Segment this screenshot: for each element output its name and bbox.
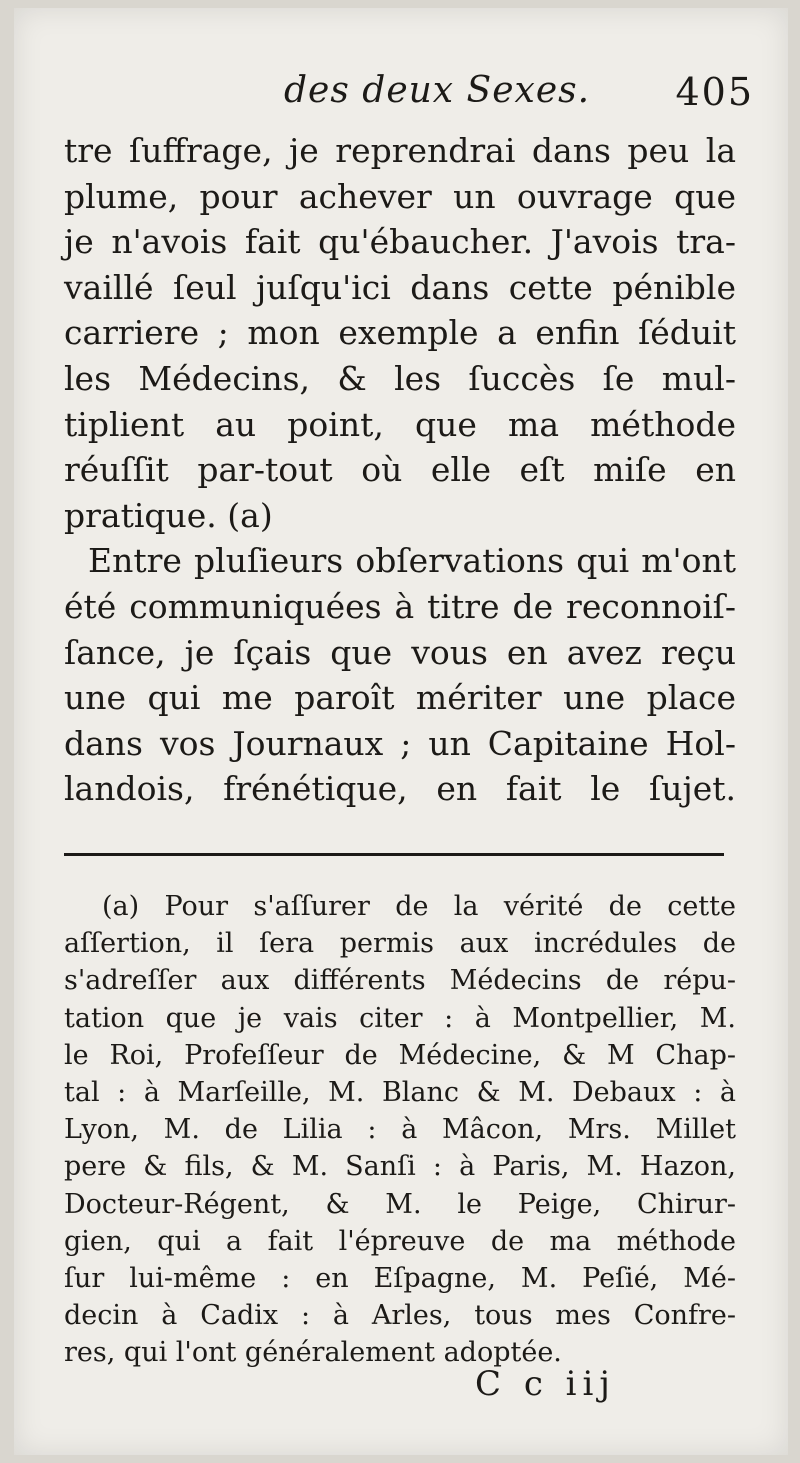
- footnote-line: (a) Pour s'aſſurer de la vérité de cette: [102, 891, 736, 922]
- footnote: [64, 888, 736, 1371]
- page-header: [284, 70, 754, 130]
- text-line: les Médecins, & les ſuccès ſe mul-: [64, 358, 736, 398]
- text-line: été communiquées à titre de reconnoiſ-: [64, 586, 736, 626]
- text-line: réuſſit par-tout où elle eſt miſe en: [64, 450, 736, 490]
- footnote-line: pere & fils, & M. Sanſi : à Paris, M. Hazon,: [64, 1151, 736, 1183]
- text-line: je n'avois fait qu'ébaucher. J'avois tra-: [64, 222, 736, 262]
- footnote-line: gien, qui a fait l'épreuve de ma méthode: [64, 1225, 736, 1257]
- text-line: une qui me paroît mériter une place: [64, 678, 736, 718]
- footnote-line: decin à Cadix : à Arles, tous mes Confre-: [64, 1300, 736, 1332]
- text-line: Entre pluſieurs obſervations qui m'ont: [88, 541, 736, 581]
- text-line: vaillé ſeul juſqu'ici dans cette pénible: [64, 267, 736, 307]
- footnote-line: aſſertion, il ſera permis aux incrédules de: [64, 928, 736, 960]
- footnote-line: ſur lui-même : en Eſpagne, M. Peſié, Mé-: [64, 1262, 736, 1294]
- text-line: ſance, je ſçais que vous en avez reçu: [64, 632, 736, 672]
- signature-mark: C c iij: [475, 1364, 616, 1404]
- footnote-line: Lyon, M. de Lilia : à Mâcon, Mrs. Millet: [64, 1114, 736, 1146]
- text-line: tre ſuffrage, je reprendrai dans peu la: [64, 131, 736, 170]
- text-line: landois, frénétique, en fait le ſujet.: [64, 769, 736, 809]
- text-line: dans vos Journaux ; un Capitaine Hol-: [64, 723, 736, 763]
- text-line: tiplient au point, que ma méthode: [64, 404, 736, 444]
- footnote-line: res, qui l'ont généralement adoptée.: [64, 1337, 562, 1369]
- footnote-line: tal : à Marſeille, M. Blanc & M. Debaux : à: [64, 1076, 736, 1108]
- text-line: pratique. (a): [64, 495, 273, 535]
- page-number: 405: [675, 70, 754, 114]
- text-line: carriere ; mon exemple a enfin ſéduit: [64, 313, 736, 353]
- main-text: [64, 128, 736, 812]
- footnote-line: s'adreſſer aux différents Médecins de répu-: [64, 965, 736, 997]
- text-line: plume, pour achever un ouvrage que: [64, 176, 736, 216]
- footnote-rule: [64, 853, 724, 856]
- footnote-line: Docteur-Régent, & M. le Peige, Chirur-: [64, 1188, 736, 1220]
- footnote-line: tation que je vais citer : à Montpellier, M.: [64, 1002, 736, 1034]
- footnote-line: le Roi, Profeſſeur de Médecine, & M Chap-: [64, 1039, 736, 1071]
- running-title: des deux Sexes.: [284, 70, 591, 111]
